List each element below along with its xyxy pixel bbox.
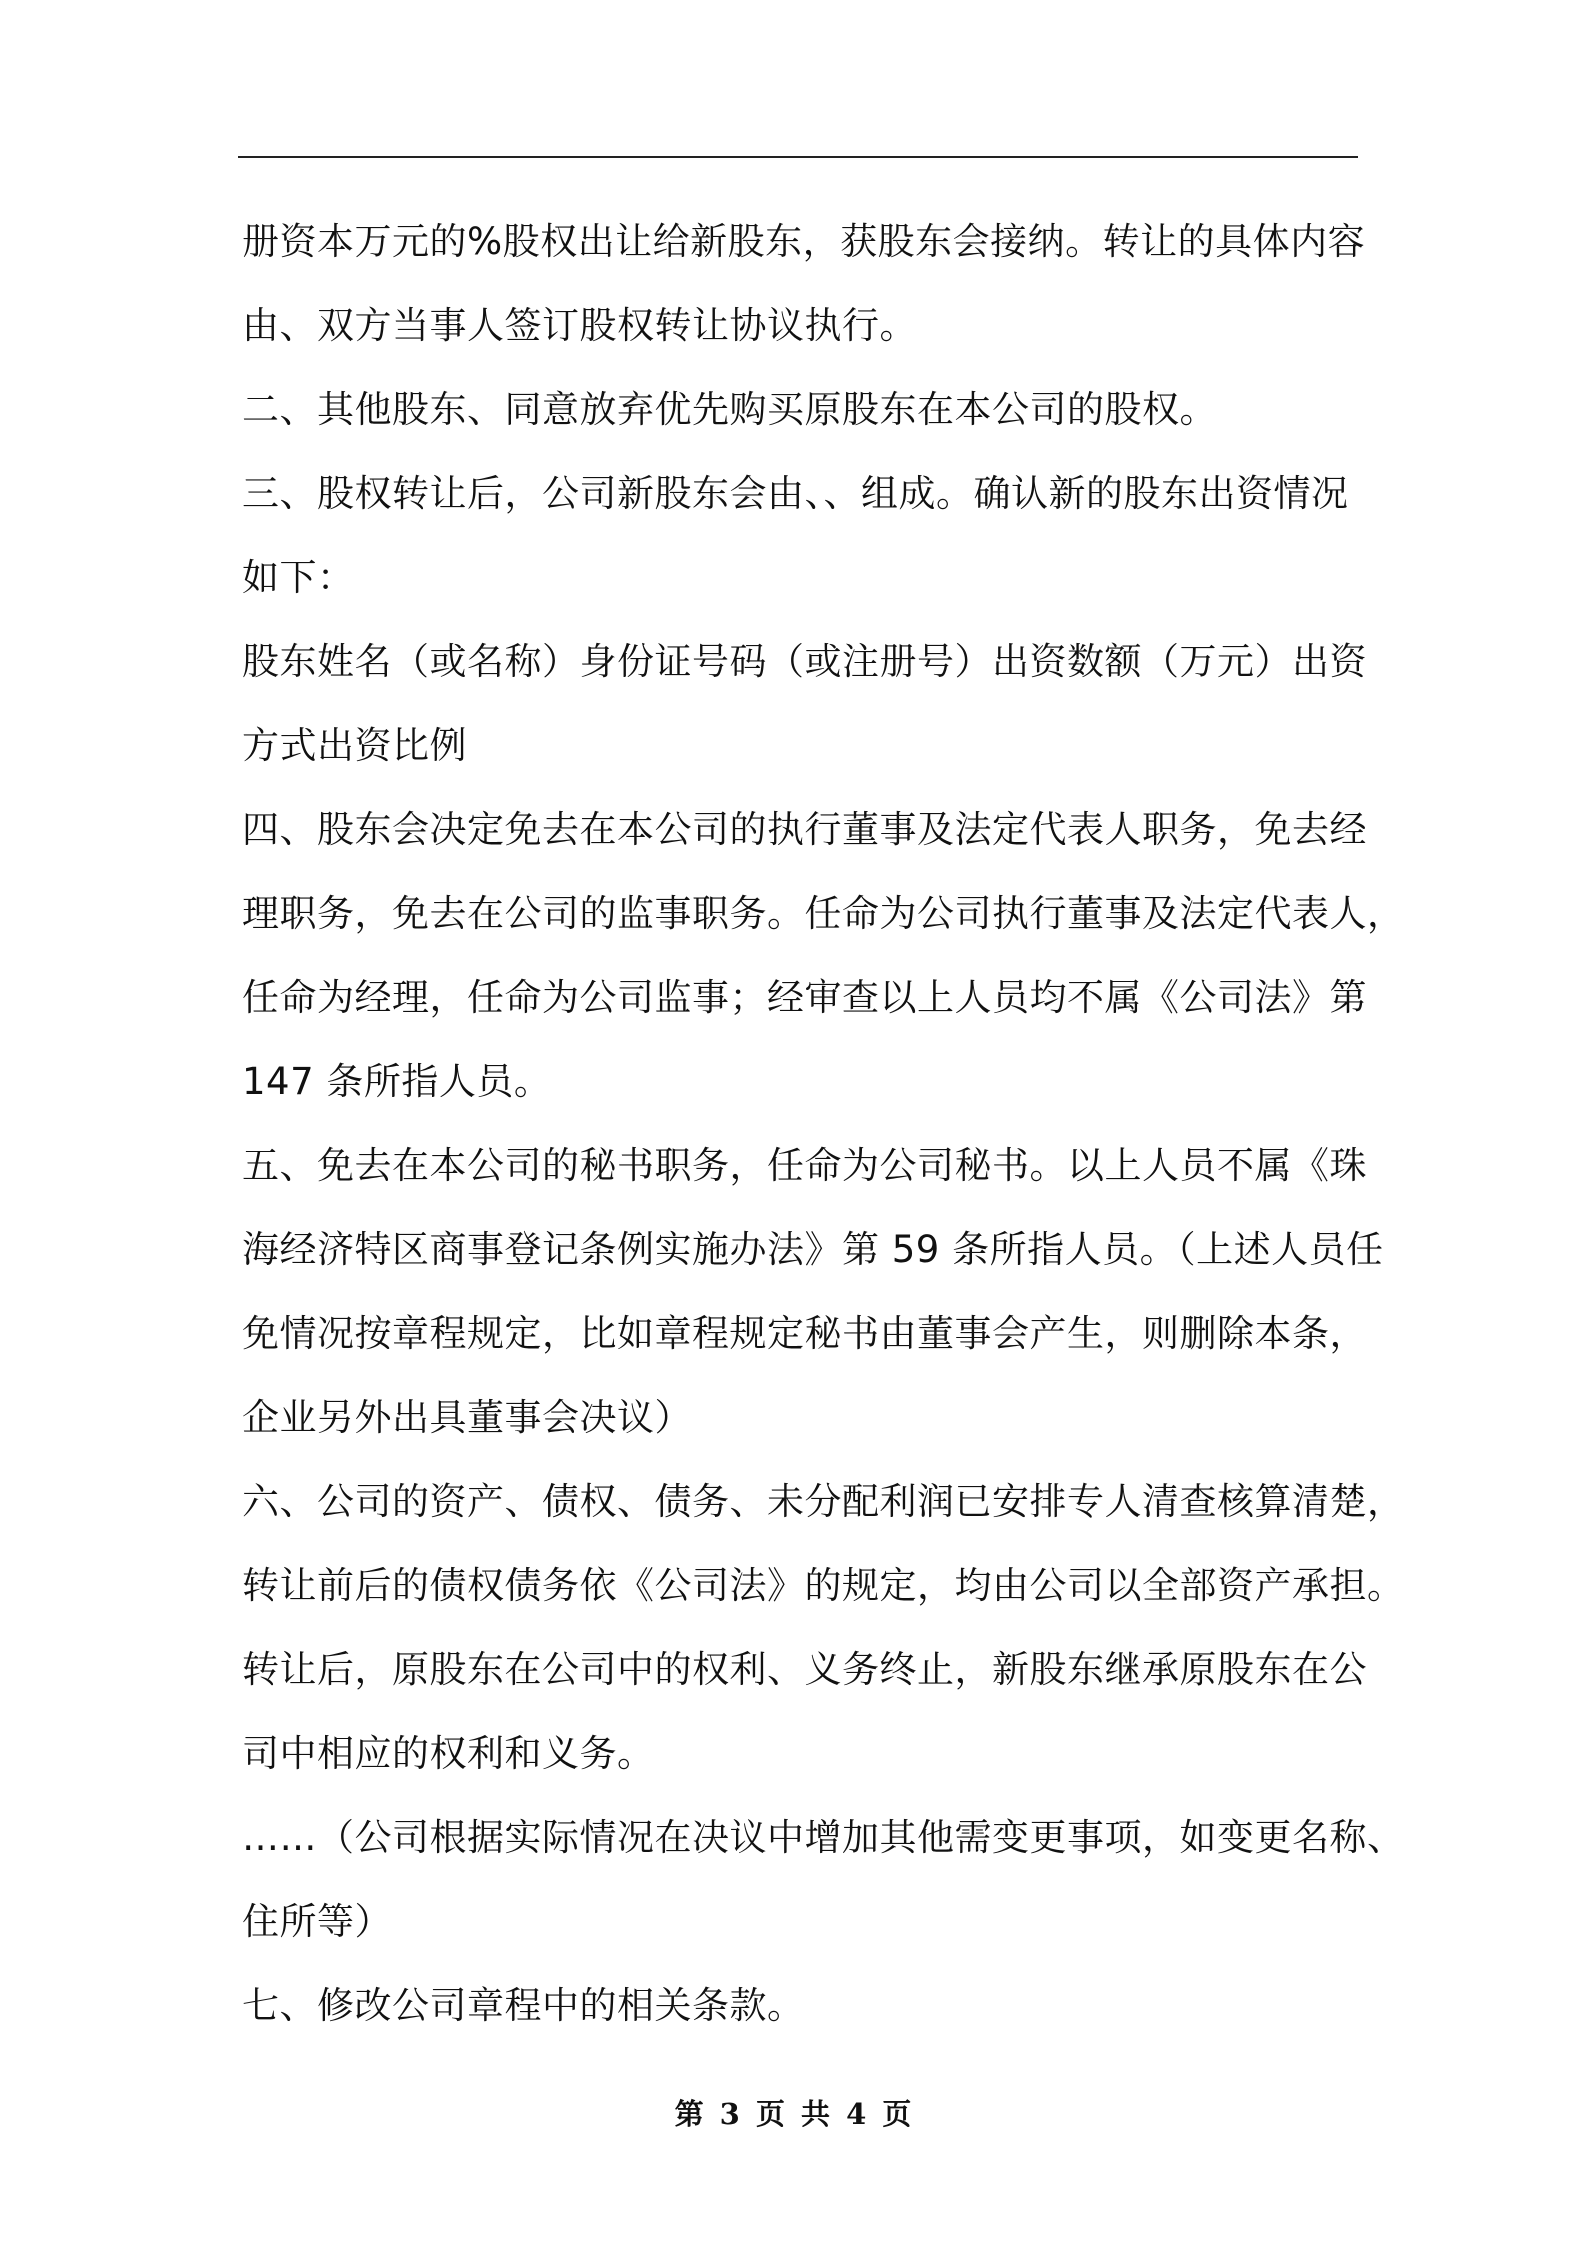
body-line: 股东姓名（或名称）身份证号码（或注册号）出资数额（万元）出资 xyxy=(242,640,1367,683)
body-line: 七、修改公司章程中的相关条款。 xyxy=(242,1984,805,2027)
body-line: 转让后，原股东在公司中的权利、义务终止，新股东继承原股东在公 xyxy=(242,1648,1367,1691)
body-line: 转让前后的债权债务依《公司法》的规定，均由公司以全部资产承担。 xyxy=(242,1564,1405,1607)
body-line: 五、免去在本公司的秘书职务，任命为公司秘书。以上人员不属《珠 xyxy=(242,1144,1367,1187)
page-number: 第 3 页 共 4 页 xyxy=(674,2097,912,2131)
body-line: 海经济特区商事登记条例实施办法》第 59 条所指人员。（上述人员任 xyxy=(242,1228,1384,1271)
body-line: 三、股权转让后，公司新股东会由、、组成。确认新的股东出资情况 xyxy=(242,472,1349,515)
body-line: 由、双方当事人签订股权转让协议执行。 xyxy=(242,304,917,347)
body-line: 如下： xyxy=(242,556,355,599)
body-line: 四、股东会决定免去在本公司的执行董事及法定代表人职务，免去经 xyxy=(242,808,1367,851)
body-line: 住所等） xyxy=(242,1900,392,1943)
body-line: 免情况按章程规定，比如章程规定秘书由董事会产生，则删除本条， xyxy=(242,1312,1367,1355)
body-line: 二、其他股东、同意放弃优先购买原股东在本公司的股权。 xyxy=(242,388,1217,431)
body-line: 147 条所指人员。 xyxy=(242,1060,552,1103)
body-line: 六、公司的资产、债权、债务、未分配利润已安排专人清查核算清楚， xyxy=(242,1480,1405,1523)
body-line: 册资本万元的%股权出让给新股东，获股东会接纳。转让的具体内容 xyxy=(242,220,1366,263)
body-line: 任命为经理，任命为公司监事；经审查以上人员均不属《公司法》第 xyxy=(242,976,1367,1019)
body-line: 企业另外出具董事会决议） xyxy=(242,1396,692,1439)
body-line: 理职务，免去在公司的监事职务。任命为公司执行董事及法定代表人， xyxy=(242,892,1405,935)
body-line: 司中相应的权利和义务。 xyxy=(242,1732,655,1775)
header-rule xyxy=(238,156,1358,158)
document-body xyxy=(242,200,1405,2048)
body-line: ……（公司根据实际情况在决议中增加其他需变更事项，如变更名称、 xyxy=(242,1816,1405,1859)
body-line: 方式出资比例 xyxy=(242,724,467,767)
